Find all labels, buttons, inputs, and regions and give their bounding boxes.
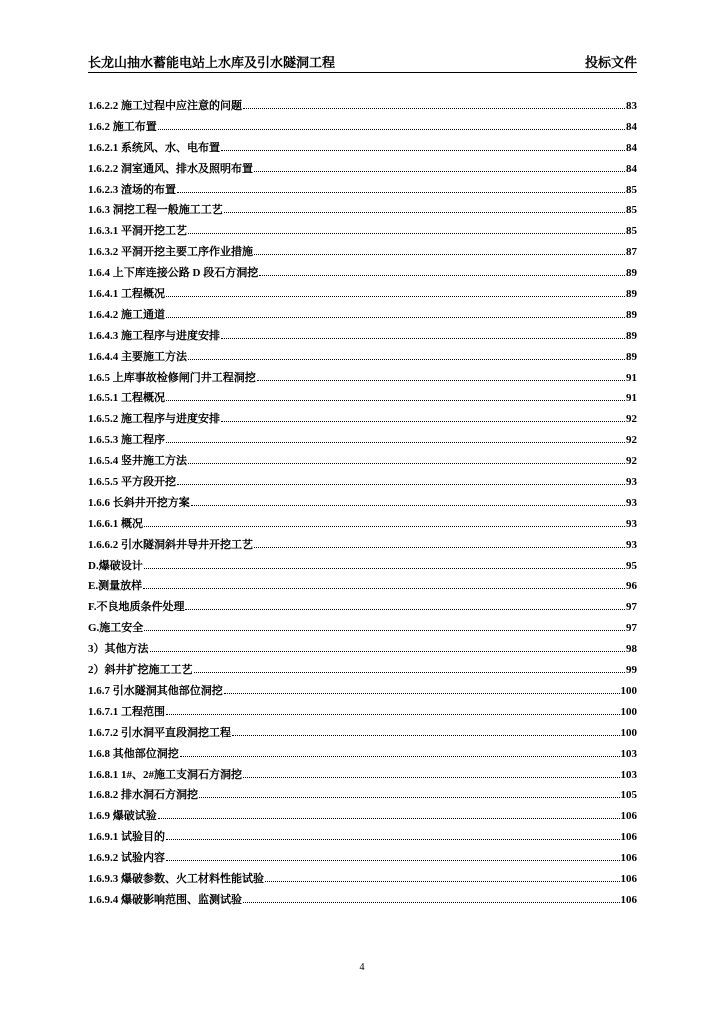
toc-entry[interactable] bbox=[88, 222, 637, 243]
toc-entry-title: 3）其他方法 bbox=[88, 643, 149, 656]
toc-entry[interactable] bbox=[88, 431, 637, 452]
toc-dot-leader bbox=[150, 650, 626, 652]
toc-dot-leader bbox=[144, 525, 625, 527]
toc-entry-page: 85 bbox=[626, 204, 637, 217]
toc-entry-title: 1.6.5.4 竖井施工方法 bbox=[88, 455, 187, 468]
toc-entry-title: 1.6.5.3 施工程序 bbox=[88, 434, 165, 447]
toc-entry-page: 89 bbox=[626, 350, 637, 363]
toc-entry[interactable] bbox=[88, 891, 637, 912]
toc-entry-page: 92 bbox=[626, 413, 637, 426]
toc-entry-page: 105 bbox=[620, 789, 637, 802]
toc-entry-title: 1.6.5.5 平方段开挖 bbox=[88, 476, 176, 489]
toc-dot-leader bbox=[144, 629, 625, 631]
toc-entry[interactable] bbox=[88, 389, 637, 410]
toc-entry-title: 1.6.2.3 渣场的布置 bbox=[88, 183, 176, 196]
toc-entry[interactable] bbox=[88, 682, 637, 703]
toc-entry-page: 106 bbox=[620, 810, 637, 823]
toc-entry[interactable] bbox=[88, 348, 637, 369]
toc-entry[interactable] bbox=[88, 201, 637, 222]
toc-entry-title: 1.6.6 长斜井开挖方案 bbox=[88, 496, 190, 509]
toc-entry-page: 100 bbox=[620, 684, 637, 697]
toc-entry-title: 1.6.9.1 试验目的 bbox=[88, 831, 165, 844]
toc-dot-leader bbox=[177, 483, 625, 485]
toc-entry[interactable] bbox=[88, 849, 637, 870]
toc-entry[interactable] bbox=[88, 536, 637, 557]
toc-entry-page: 100 bbox=[620, 726, 637, 739]
toc-entry[interactable] bbox=[88, 160, 637, 181]
toc-entry[interactable] bbox=[88, 766, 637, 787]
toc-entry-title: 1.6.2.2 施工过程中应注意的问题 bbox=[88, 100, 242, 112]
toc-entry-page: 91 bbox=[626, 392, 637, 405]
toc-entry[interactable] bbox=[88, 786, 637, 807]
toc-dot-leader bbox=[166, 838, 620, 840]
toc-dot-leader bbox=[177, 191, 625, 193]
toc-entry-title: 1.6.8.2 排水洞石方洞挖 bbox=[88, 789, 198, 802]
toc-entry[interactable] bbox=[88, 410, 637, 431]
toc-entry-title: 1.6.2 施工布置 bbox=[88, 120, 157, 133]
toc-entry-page: 85 bbox=[626, 225, 637, 238]
toc-entry[interactable] bbox=[88, 703, 637, 724]
toc-entry-page: 106 bbox=[620, 893, 637, 906]
toc-entry-title: G.施工安全 bbox=[88, 622, 144, 635]
toc-entry-title: 1.6.7 引水隧洞其他部位洞挖 bbox=[88, 684, 223, 697]
toc-entry[interactable] bbox=[88, 452, 637, 473]
toc-dot-leader bbox=[224, 211, 625, 213]
toc-dot-leader bbox=[243, 107, 625, 109]
toc-entry[interactable] bbox=[88, 181, 637, 202]
toc-entry-title: 1.6.3.2 平洞开挖主要工序作业措施 bbox=[88, 246, 253, 259]
toc-entry-title: 1.6.8.1 1#、2#施工支洞石方洞挖 bbox=[88, 768, 242, 781]
toc-dot-leader bbox=[199, 796, 620, 798]
toc-entry-title: 1.6.9 爆破试验 bbox=[88, 810, 157, 823]
toc-entry[interactable] bbox=[88, 870, 637, 891]
toc-dot-leader bbox=[166, 295, 625, 297]
toc-entry-title: 1.6.9.2 试验内容 bbox=[88, 852, 165, 865]
toc-dot-leader bbox=[221, 420, 625, 422]
toc-dot-leader bbox=[166, 859, 620, 861]
toc-entry-page: 97 bbox=[626, 601, 637, 614]
toc-entry-page: 93 bbox=[626, 476, 637, 489]
toc-dot-leader bbox=[143, 587, 625, 589]
toc-entry-page: 92 bbox=[626, 455, 637, 468]
toc-entry-page: 103 bbox=[620, 768, 637, 781]
toc-dot-leader bbox=[243, 776, 620, 778]
toc-dot-leader bbox=[144, 567, 625, 569]
toc-entry-title: 1.6.8 其他部位洞挖 bbox=[88, 747, 179, 760]
toc-entry[interactable] bbox=[88, 515, 637, 536]
toc-dot-leader bbox=[221, 337, 625, 339]
toc-dot-leader bbox=[232, 734, 620, 736]
toc-entry-page: 93 bbox=[626, 538, 637, 551]
toc-entry[interactable] bbox=[88, 243, 637, 264]
toc-entry[interactable] bbox=[88, 598, 637, 619]
toc-entry[interactable] bbox=[88, 745, 637, 766]
toc-dot-leader bbox=[259, 274, 625, 276]
toc-entry-page: 95 bbox=[626, 559, 637, 572]
toc-entry-title: 1.6.4 上下库连接公路 D 段石方洞挖 bbox=[88, 267, 259, 280]
toc-entry-title: 1.6.3.1 平洞开挖工艺 bbox=[88, 225, 187, 238]
toc-entry-title: 1.6.6.1 概况 bbox=[88, 517, 143, 530]
toc-entry[interactable] bbox=[88, 97, 637, 118]
toc-dot-leader bbox=[158, 128, 625, 130]
toc-entry-page: 106 bbox=[620, 872, 637, 885]
toc-entry-page: 89 bbox=[626, 267, 637, 280]
toc-dot-leader bbox=[188, 358, 625, 360]
toc-dot-leader bbox=[257, 379, 625, 381]
toc-entry[interactable] bbox=[88, 139, 637, 160]
toc-entry-page: 89 bbox=[626, 288, 637, 301]
toc-entry[interactable] bbox=[88, 118, 637, 139]
toc-entry-page: 87 bbox=[626, 246, 637, 259]
toc-entry-title: 1.6.3 洞挖工程一般施工工艺 bbox=[88, 204, 223, 217]
toc-entry-title: 1.6.5 上库事故检修闸门井工程洞挖 bbox=[88, 371, 256, 384]
toc-entry-page: 99 bbox=[626, 664, 637, 677]
toc-entry-title: 1.6.9.4 爆破影响范围、监测试验 bbox=[88, 893, 242, 906]
toc-entry-page: 89 bbox=[626, 329, 637, 342]
toc-entry-title: 1.6.4.4 主要施工方法 bbox=[88, 350, 187, 363]
toc-dot-leader bbox=[166, 399, 625, 401]
document-title: 长龙山抽水蓄能电站上水库及引水隧洞工程 bbox=[88, 55, 336, 70]
toc-dot-leader bbox=[254, 253, 625, 255]
toc-dot-leader bbox=[166, 441, 625, 443]
toc-entry-title: 1.6.4.2 施工通道 bbox=[88, 308, 165, 321]
toc-entry-title: 1.6.7.1 工程范围 bbox=[88, 705, 165, 718]
toc-entry-page: 106 bbox=[620, 852, 637, 865]
toc-entry-page: 103 bbox=[620, 747, 637, 760]
toc-dot-leader bbox=[188, 232, 625, 234]
toc-entry-page: 106 bbox=[620, 831, 637, 844]
toc-entry[interactable] bbox=[88, 828, 637, 849]
toc-entry-title: 1.6.7.2 引水洞平直段洞挖工程 bbox=[88, 726, 231, 739]
toc-entry-title: 1.6.5.2 施工程序与进度安排 bbox=[88, 413, 220, 426]
toc-entry-page: 97 bbox=[626, 622, 637, 635]
toc-dot-leader bbox=[224, 692, 620, 694]
toc-dot-leader bbox=[185, 608, 625, 610]
toc-entry[interactable] bbox=[88, 557, 637, 578]
toc-dot-leader bbox=[166, 316, 625, 318]
toc-dot-leader bbox=[265, 880, 620, 882]
toc-entry[interactable] bbox=[88, 724, 637, 745]
toc-entry-title: 1.6.2.2 洞室通风、排水及照明布置 bbox=[88, 162, 253, 175]
toc-entry-page: 89 bbox=[626, 308, 637, 321]
toc-entry-title: 1.6.6.2 引水隧洞斜井导井开挖工艺 bbox=[88, 538, 253, 551]
toc-entry-page: 98 bbox=[626, 643, 637, 656]
toc-entry-page: 84 bbox=[626, 141, 637, 154]
toc-entry-title: 1.6.4.1 工程概况 bbox=[88, 288, 165, 301]
toc-dot-leader bbox=[254, 546, 625, 548]
toc-entry[interactable] bbox=[88, 640, 637, 661]
toc-entry[interactable] bbox=[88, 473, 637, 494]
toc-entry[interactable] bbox=[88, 577, 637, 598]
document-type: 投标文件 bbox=[584, 55, 637, 70]
toc-entry-title: F.不良地质条件处理 bbox=[88, 601, 185, 614]
page-number: 4 bbox=[359, 962, 365, 973]
toc-entry-title: 1.6.9.3 爆破参数、火工材料性能试验 bbox=[88, 872, 264, 885]
toc-entry-title: 1.6.5.1 工程概况 bbox=[88, 392, 165, 405]
toc-dot-leader bbox=[221, 149, 625, 151]
toc-entry-page: 91 bbox=[626, 371, 637, 384]
toc-dot-leader bbox=[194, 671, 626, 673]
toc-entry[interactable] bbox=[88, 327, 637, 348]
toc-entry[interactable] bbox=[88, 264, 637, 285]
toc-entry-title: 1.6.2.1 系统风、水、电布置 bbox=[88, 141, 220, 154]
toc-dot-leader bbox=[180, 755, 620, 757]
toc-entry-page: 92 bbox=[626, 434, 637, 447]
toc-entry-title: 1.6.4.3 施工程序与进度安排 bbox=[88, 329, 220, 342]
page-header bbox=[88, 50, 637, 73]
toc-entry-page: 84 bbox=[626, 120, 637, 133]
toc-dot-leader bbox=[158, 817, 620, 819]
toc-entry[interactable] bbox=[88, 661, 637, 682]
toc-dot-leader bbox=[188, 462, 625, 464]
toc-dot-leader bbox=[254, 170, 625, 172]
table-of-contents bbox=[88, 97, 637, 912]
toc-entry[interactable] bbox=[88, 306, 637, 327]
toc-entry-title: D.爆破设计 bbox=[88, 559, 143, 572]
toc-entry-page: 93 bbox=[626, 496, 637, 509]
toc-entry[interactable] bbox=[88, 494, 637, 515]
toc-entry-page: 85 bbox=[626, 183, 637, 196]
toc-dot-leader bbox=[243, 901, 620, 903]
toc-dot-leader bbox=[166, 713, 620, 715]
toc-entry[interactable] bbox=[88, 285, 637, 306]
toc-entry-title: E.测量放样 bbox=[88, 580, 143, 593]
toc-entry[interactable] bbox=[88, 369, 637, 390]
toc-entry-page: 93 bbox=[626, 517, 637, 530]
toc-entry-page: 100 bbox=[620, 705, 637, 718]
toc-entry[interactable] bbox=[88, 807, 637, 828]
toc-entry-page: 84 bbox=[626, 162, 637, 175]
toc-entry[interactable] bbox=[88, 619, 637, 640]
toc-entry-title: 2）斜井扩挖施工工艺 bbox=[88, 664, 193, 677]
toc-entry-page: 83 bbox=[626, 100, 637, 112]
toc-dot-leader bbox=[191, 504, 625, 506]
toc-entry-page: 96 bbox=[626, 580, 637, 593]
